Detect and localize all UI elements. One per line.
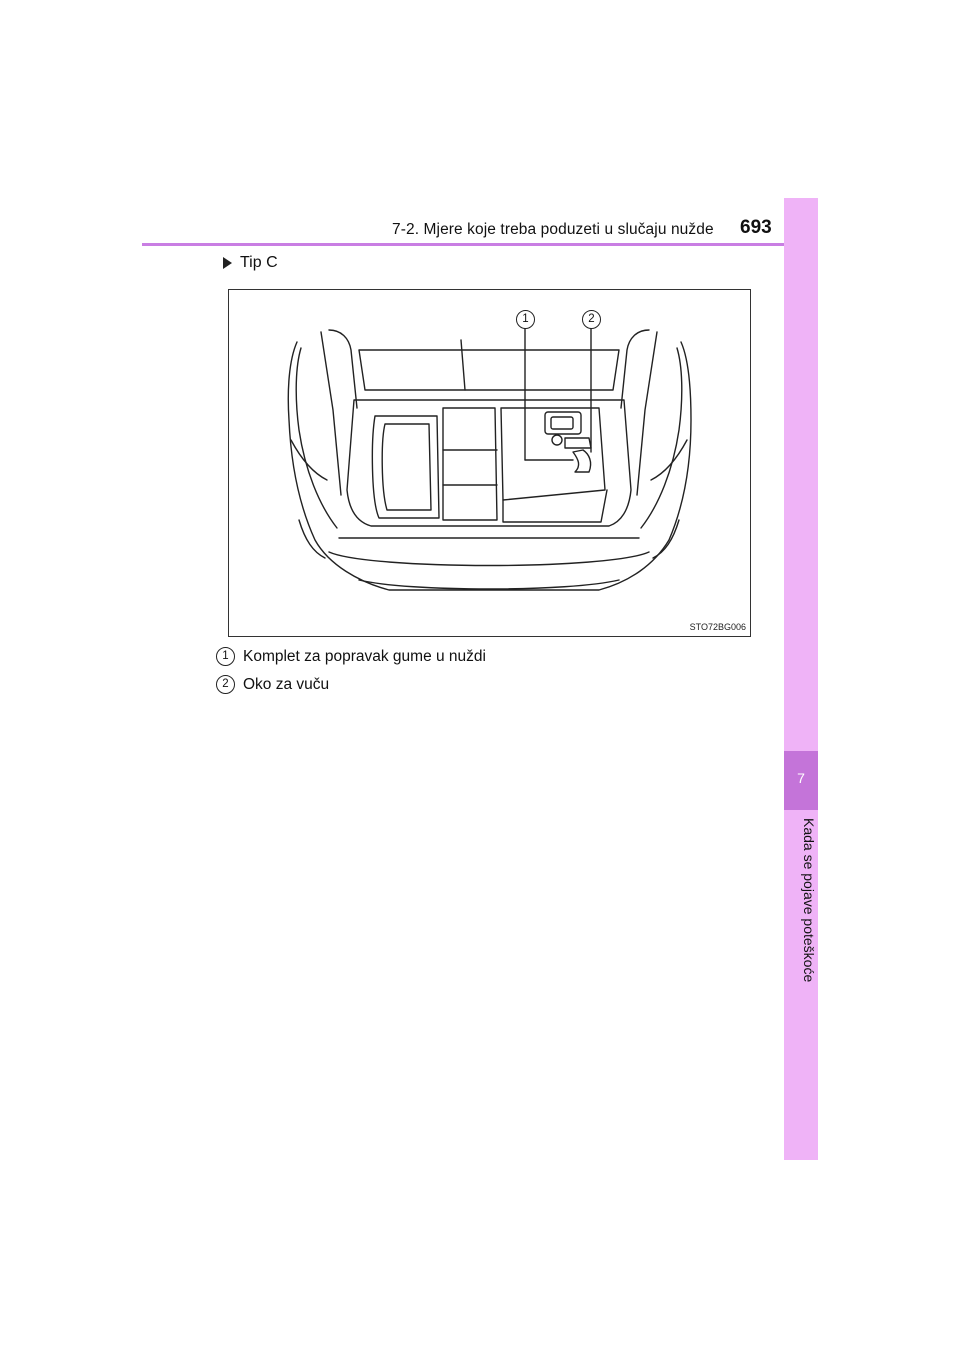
triangle-bullet-icon [223,257,232,269]
cargo-area-figure [228,289,751,637]
chapter-title: Kada se pojave poteškoće [801,818,817,983]
legend-item [216,675,329,694]
chapter-number: 7 [797,770,805,786]
legend-number: 1 [216,647,235,666]
car-trunk-illustration [229,290,750,636]
figure-code: STO72BG006 [689,622,746,632]
section-title: 7-2. Mjere koje treba poduzeti u slučaju nužde [392,221,714,238]
header-divider [142,243,818,246]
callout-1: 1 [516,310,535,329]
legend-item [216,647,486,666]
variant-heading-label: Tip C [240,254,278,271]
legend-text: Oko za vuču [243,675,330,693]
variant-heading [223,254,278,272]
page-number: 693 [740,217,772,238]
legend-number: 2 [216,675,235,694]
callout-2: 2 [582,310,601,329]
chapter-sidebar [784,198,818,1160]
legend-text: Komplet za popravak gume u nuždi [243,647,486,665]
